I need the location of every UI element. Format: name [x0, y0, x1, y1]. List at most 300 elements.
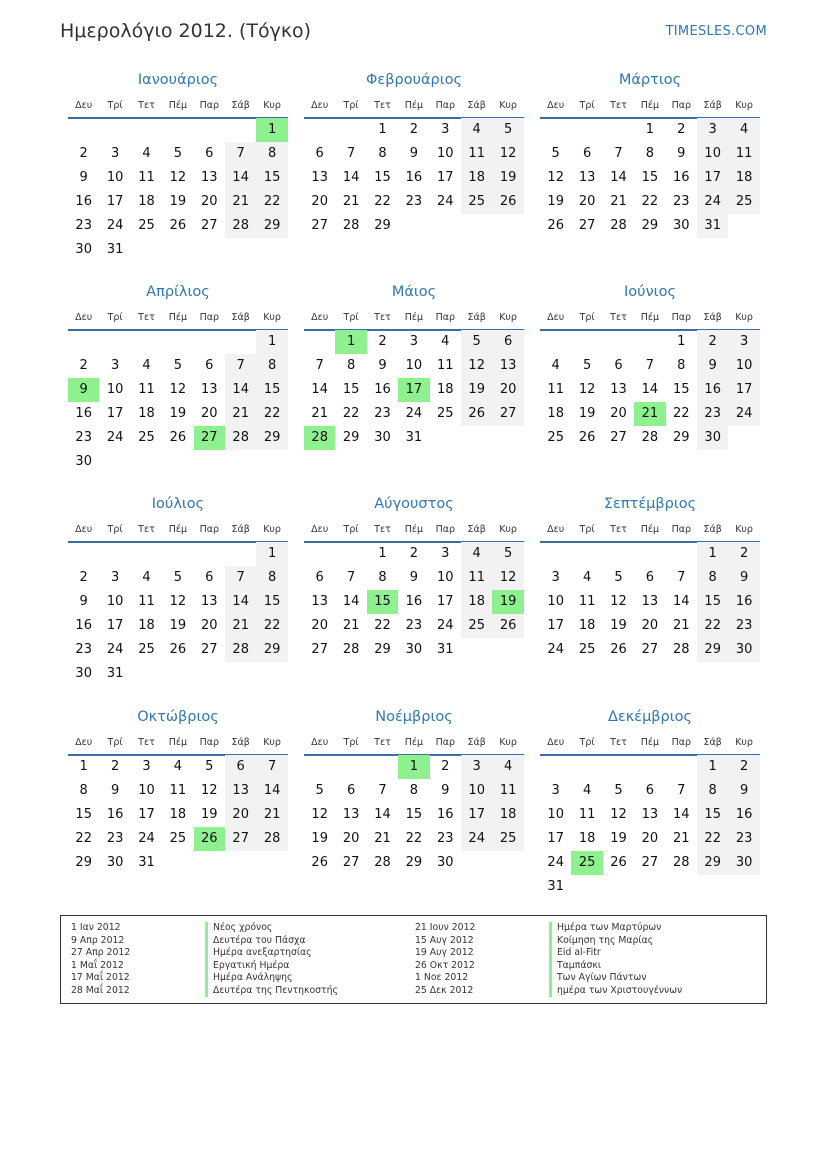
weekday-label: Δευ: [547, 524, 565, 535]
legend-date: 21 Ιουν 2012: [415, 922, 476, 933]
month-name: Φεβρουάριος: [365, 72, 463, 88]
day-cell: 14: [311, 382, 328, 397]
weekday-label: Τετ: [374, 100, 391, 111]
day-cell: 12: [311, 807, 328, 822]
day-cell: 2: [409, 546, 419, 561]
holiday-day-cell: 27: [194, 426, 225, 450]
day-cell: 13: [311, 170, 328, 185]
day-cell: 4: [142, 146, 151, 161]
day-cell: 4: [728, 118, 759, 142]
day-cell: 19: [578, 406, 596, 421]
day-cell: 18: [461, 166, 492, 190]
weekday-label: Σάβ: [231, 100, 250, 111]
day-cell: 31: [437, 642, 454, 657]
day-cell: 29: [697, 851, 728, 875]
day-cell: 8: [256, 142, 287, 166]
day-cell: 15: [673, 382, 690, 397]
weekday-label: Σάβ: [703, 524, 722, 535]
day-cell: 27: [201, 642, 218, 657]
day-cell: 24: [461, 827, 492, 851]
day-cell: 4: [461, 542, 492, 566]
day-cell: 6: [645, 570, 655, 585]
day-cell: 4: [173, 759, 183, 774]
day-cell: 26: [169, 430, 187, 445]
legend-date: 15 Αυγ 2012: [415, 934, 474, 946]
day-cell: 10: [437, 570, 454, 585]
legend-date: 1 Ιαν 2012: [71, 922, 121, 933]
day-cell: 6: [614, 358, 623, 373]
day-cell: 13: [225, 779, 256, 803]
day-cell: 3: [110, 570, 120, 585]
month-name: Δεκέμβριος: [607, 709, 693, 725]
day-cell: 4: [582, 783, 592, 798]
day-cell: 20: [578, 194, 596, 209]
day-cell: 2: [79, 146, 88, 161]
day-cell: 9: [378, 358, 387, 373]
weekday-label: Πέμ: [168, 100, 188, 111]
weekday-label: Κυρ: [499, 312, 517, 323]
day-cell: 14: [374, 807, 391, 822]
weekday-label: Κυρ: [735, 312, 753, 323]
day-cell: 13: [610, 382, 627, 397]
day-cell: 23: [697, 402, 728, 426]
weekday-label: Σάβ: [703, 737, 722, 748]
day-cell: 23: [106, 831, 124, 846]
day-cell: 21: [311, 406, 328, 421]
day-cell: 28: [641, 430, 659, 445]
day-cell: 31: [106, 666, 124, 681]
weekday-label: Δευ: [311, 737, 329, 748]
day-cell: 28: [374, 855, 391, 870]
day-cell: 1: [256, 330, 287, 354]
day-cell: 18: [547, 406, 564, 421]
day-cell: 10: [106, 170, 124, 185]
day-cell: 21: [610, 194, 627, 209]
month-name: Αύγουστος: [374, 496, 454, 512]
legend-holiday-name: Ημέρα Ανάληψης: [205, 972, 292, 985]
day-cell: 8: [645, 146, 655, 161]
day-cell: 16: [75, 194, 92, 209]
month-calendar: [540, 72, 760, 272]
weekday-label: Κυρ: [499, 100, 517, 111]
day-cell: 8: [378, 146, 387, 161]
day-cell: 31: [138, 855, 155, 870]
day-cell: 16: [75, 406, 92, 421]
month-calendar: [540, 496, 760, 696]
month-calendar: [304, 709, 524, 909]
weekday-label: Παρ: [435, 100, 455, 111]
day-cell: 5: [173, 570, 183, 585]
month-calendar: [304, 72, 524, 272]
day-cell: 14: [225, 590, 256, 614]
day-cell: 5: [614, 783, 623, 798]
weekday-label: Παρ: [435, 312, 455, 323]
day-cell: 31: [405, 430, 423, 445]
day-cell: 14: [342, 170, 360, 185]
day-cell: 29: [256, 214, 287, 238]
day-cell: 4: [142, 570, 151, 585]
day-cell: 14: [225, 166, 256, 190]
day-cell: 12: [169, 382, 187, 397]
day-cell: 20: [311, 194, 328, 209]
day-cell: 23: [728, 827, 759, 851]
day-cell: 23: [673, 194, 690, 209]
day-cell: 9: [677, 146, 686, 161]
month-calendar: [68, 284, 288, 484]
day-cell: 24: [547, 642, 564, 657]
day-cell: 26: [169, 642, 187, 657]
month-name: Ιούλιος: [151, 496, 205, 512]
day-cell: 17: [106, 406, 124, 421]
day-cell: 18: [169, 807, 187, 822]
day-cell: 16: [75, 618, 92, 633]
day-cell: 29: [641, 218, 659, 233]
weekday-label: Παρ: [435, 524, 455, 535]
day-cell: 10: [405, 358, 423, 373]
day-cell: 20: [225, 803, 256, 827]
day-cell: 13: [201, 170, 218, 185]
holiday-day-cell: 28: [304, 426, 335, 450]
legend-date: 1 Νοε 2012: [415, 972, 469, 983]
day-cell: 25: [492, 827, 523, 851]
day-cell: 29: [697, 638, 728, 662]
day-cell: 30: [697, 426, 728, 450]
day-cell: 2: [409, 122, 419, 137]
weekday-header: [68, 524, 288, 543]
day-cell: 10: [547, 807, 564, 822]
day-cell: 3: [697, 118, 728, 142]
day-cell: 2: [697, 330, 728, 354]
day-cell: 14: [610, 170, 627, 185]
day-cell: 11: [138, 382, 155, 397]
day-cell: 5: [461, 330, 492, 354]
day-cell: 25: [138, 642, 155, 657]
day-cell: 28: [673, 642, 690, 657]
day-cell: 22: [374, 618, 391, 633]
day-cell: 8: [409, 783, 419, 798]
month-calendar: [68, 496, 288, 696]
day-cell: 20: [201, 194, 218, 209]
day-cell: 8: [697, 566, 728, 590]
day-cell: 13: [578, 170, 596, 185]
day-cell: 16: [106, 807, 124, 822]
day-cell: 12: [461, 354, 492, 378]
day-cell: 7: [645, 358, 655, 373]
weekday-label: Παρ: [671, 312, 691, 323]
day-cell: 14: [256, 779, 287, 803]
day-cell: 30: [106, 855, 124, 870]
day-cell: 22: [342, 406, 360, 421]
day-cell: 8: [378, 570, 387, 585]
day-cell: 17: [697, 166, 728, 190]
day-cell: 24: [138, 831, 155, 846]
day-cell: 2: [441, 759, 450, 774]
day-cell: 21: [342, 194, 360, 209]
day-cell: 10: [461, 779, 492, 803]
day-cell: 25: [461, 190, 492, 214]
day-cell: 18: [578, 618, 596, 633]
day-cell: 29: [374, 642, 391, 657]
holiday-day-cell: 25: [571, 851, 602, 875]
day-cell: 16: [728, 803, 759, 827]
brand-link[interactable]: TIMESLES.COM: [665, 24, 767, 39]
day-cell: 4: [461, 118, 492, 142]
day-cell: 28: [342, 642, 360, 657]
day-cell: 16: [437, 807, 454, 822]
day-cell: 1: [79, 759, 88, 774]
month-calendar: [304, 284, 524, 484]
day-cell: 24: [106, 218, 124, 233]
day-cell: 7: [225, 354, 256, 378]
day-cell: 15: [641, 170, 659, 185]
weekday-header: [68, 312, 288, 331]
day-cell: 13: [311, 594, 328, 609]
day-cell: 27: [225, 827, 256, 851]
day-cell: 27: [201, 218, 218, 233]
weekday-label: Τετ: [610, 312, 627, 323]
day-cell: 24: [437, 194, 454, 209]
day-cell: 13: [342, 807, 360, 822]
weekday-label: Πέμ: [168, 737, 188, 748]
day-cell: 9: [409, 570, 419, 585]
month-name: Σεπτέμβριος: [603, 496, 697, 512]
day-cell: 15: [75, 807, 92, 822]
day-cell: 19: [169, 194, 187, 209]
day-cell: 12: [169, 594, 187, 609]
day-cell: 3: [551, 783, 560, 798]
day-cell: 30: [728, 638, 759, 662]
day-cell: 1: [378, 546, 387, 561]
day-cell: 17: [106, 194, 124, 209]
day-cell: 11: [728, 142, 759, 166]
day-cell: 6: [205, 146, 214, 161]
day-cell: 11: [437, 358, 454, 373]
day-cell: 16: [728, 590, 759, 614]
month-calendar: [68, 72, 288, 272]
weekday-label: Τετ: [610, 100, 627, 111]
day-cell: 15: [256, 166, 287, 190]
day-cell: 11: [138, 170, 155, 185]
legend-date: 19 Αυγ 2012: [415, 947, 474, 958]
weekday-label: Δευ: [311, 100, 329, 111]
weekday-label: Τετ: [610, 524, 627, 535]
day-cell: 30: [374, 430, 391, 445]
day-cell: 11: [461, 566, 492, 590]
day-cell: 21: [225, 614, 256, 638]
day-cell: 22: [256, 614, 287, 638]
day-cell: 29: [673, 430, 690, 445]
legend-holiday-name: Δευτέρα της Πεντηκοστής: [205, 985, 338, 998]
day-cell: 26: [578, 430, 596, 445]
legend-date: 9 Απρ 2012: [71, 934, 125, 946]
day-cell: 9: [728, 779, 759, 803]
day-cell: 1: [697, 755, 728, 779]
day-cell: 3: [110, 358, 120, 373]
day-cell: 26: [610, 855, 627, 870]
day-cell: 23: [405, 618, 423, 633]
day-cell: 19: [201, 807, 218, 822]
day-cell: 21: [225, 190, 256, 214]
day-cell: 11: [169, 783, 187, 798]
day-cell: 24: [437, 618, 454, 633]
day-cell: 15: [256, 590, 287, 614]
day-cell: 20: [201, 618, 218, 633]
day-cell: 11: [578, 594, 596, 609]
holiday-day-cell: 15: [367, 590, 398, 614]
day-cell: 26: [610, 642, 627, 657]
day-cell: 24: [547, 855, 564, 870]
day-cell: 13: [641, 594, 659, 609]
month-name: Ιούνιος: [624, 284, 676, 300]
day-cell: 20: [610, 406, 627, 421]
day-cell: 11: [547, 382, 564, 397]
day-cell: 21: [256, 803, 287, 827]
day-cell: 21: [342, 618, 360, 633]
weekday-label: Τετ: [374, 312, 391, 323]
day-cell: 1: [645, 122, 655, 137]
weekday-label: Τρί: [579, 737, 595, 748]
month-calendar: [540, 284, 760, 484]
day-cell: 21: [673, 618, 690, 633]
day-cell: 17: [728, 378, 759, 402]
day-cell: 2: [110, 759, 120, 774]
day-cell: 9: [79, 594, 88, 609]
day-cell: 2: [79, 570, 88, 585]
weekday-header: [304, 524, 524, 543]
day-cell: 6: [205, 570, 214, 585]
legend-date: 17 Μαΐ 2012: [71, 972, 130, 983]
day-cell: 12: [169, 170, 187, 185]
day-cell: 10: [728, 354, 759, 378]
weekday-label: Τετ: [374, 737, 391, 748]
day-cell: 10: [437, 146, 454, 161]
day-cell: 20: [492, 378, 523, 402]
day-cell: 6: [582, 146, 592, 161]
day-cell: 23: [728, 614, 759, 638]
holiday-day-cell: 1: [335, 330, 366, 354]
legend-holiday-name: ημέρα των Χριστουγέννων: [549, 985, 682, 998]
weekday-label: Πέμ: [404, 100, 424, 111]
day-cell: 9: [110, 783, 120, 798]
day-cell: 12: [610, 807, 627, 822]
day-cell: 25: [138, 218, 155, 233]
month-calendar: [540, 709, 760, 909]
weekday-label: Κυρ: [499, 524, 517, 535]
day-cell: 5: [492, 118, 523, 142]
weekday-label: Τρί: [343, 100, 359, 111]
day-cell: 25: [578, 642, 596, 657]
month-name: Νοέμβριος: [375, 709, 453, 725]
day-cell: 22: [641, 194, 659, 209]
weekday-label: Κυρ: [735, 100, 753, 111]
weekday-label: Παρ: [199, 100, 219, 111]
day-cell: 28: [225, 214, 256, 238]
day-cell: 26: [461, 402, 492, 426]
day-cell: 19: [169, 406, 187, 421]
weekday-label: Τετ: [138, 100, 155, 111]
day-cell: 23: [437, 831, 454, 846]
day-cell: 8: [256, 354, 287, 378]
day-cell: 16: [374, 382, 391, 397]
holiday-day-cell: 1: [398, 755, 429, 779]
month-name: Οκτώβριος: [137, 709, 219, 725]
legend-date: 28 Μαΐ 2012: [71, 984, 130, 996]
day-cell: 1: [697, 542, 728, 566]
day-cell: 5: [173, 146, 183, 161]
day-cell: 9: [409, 146, 419, 161]
day-cell: 15: [697, 803, 728, 827]
day-cell: 3: [409, 334, 419, 349]
day-cell: 17: [437, 594, 454, 609]
day-cell: 22: [256, 190, 287, 214]
weekday-label: Τρί: [343, 312, 359, 323]
day-cell: 13: [641, 807, 659, 822]
day-cell: 16: [697, 378, 728, 402]
day-cell: 25: [461, 614, 492, 638]
weekday-label: Δευ: [311, 524, 329, 535]
weekday-label: Πέμ: [404, 312, 424, 323]
day-cell: 7: [614, 146, 623, 161]
day-cell: 5: [205, 759, 214, 774]
day-cell: 25: [437, 406, 454, 421]
legend-holiday-name: Των Αγίων Πάντων: [549, 972, 646, 985]
weekday-label: Πέμ: [168, 524, 188, 535]
weekday-label: Παρ: [435, 737, 455, 748]
day-cell: 18: [138, 406, 155, 421]
weekday-label: Πέμ: [404, 524, 424, 535]
day-cell: 23: [405, 194, 423, 209]
day-cell: 19: [311, 831, 328, 846]
day-cell: 3: [142, 759, 151, 774]
weekday-header: [540, 312, 760, 331]
day-cell: 3: [461, 755, 492, 779]
day-cell: 24: [697, 190, 728, 214]
holiday-day-cell: 1: [256, 118, 287, 142]
weekday-label: Τρί: [107, 524, 123, 535]
day-cell: 22: [697, 827, 728, 851]
day-cell: 30: [673, 218, 690, 233]
day-cell: 29: [405, 855, 423, 870]
day-cell: 18: [461, 590, 492, 614]
weekday-label: Δευ: [75, 737, 93, 748]
legend-holiday-name: Νέος χρόνος: [205, 922, 272, 935]
weekday-header: [540, 524, 760, 543]
day-cell: 20: [311, 618, 328, 633]
day-cell: 3: [441, 546, 450, 561]
day-cell: 20: [342, 831, 360, 846]
weekday-label: Τρί: [579, 100, 595, 111]
day-cell: 15: [342, 382, 360, 397]
day-cell: 28: [225, 426, 256, 450]
day-cell: 15: [374, 170, 391, 185]
day-cell: 7: [677, 570, 686, 585]
day-cell: 3: [110, 146, 120, 161]
day-cell: 7: [346, 570, 356, 585]
day-cell: 22: [75, 831, 92, 846]
day-cell: 18: [492, 803, 523, 827]
day-cell: 8: [79, 783, 88, 798]
day-cell: 13: [492, 354, 523, 378]
day-cell: 24: [106, 642, 124, 657]
day-cell: 4: [142, 358, 151, 373]
day-cell: 18: [138, 194, 155, 209]
day-cell: 6: [645, 783, 655, 798]
day-cell: 26: [492, 190, 523, 214]
day-cell: 12: [610, 594, 627, 609]
day-cell: 19: [610, 831, 627, 846]
weekday-label: Κυρ: [263, 737, 281, 748]
weekday-label: Τρί: [107, 312, 123, 323]
